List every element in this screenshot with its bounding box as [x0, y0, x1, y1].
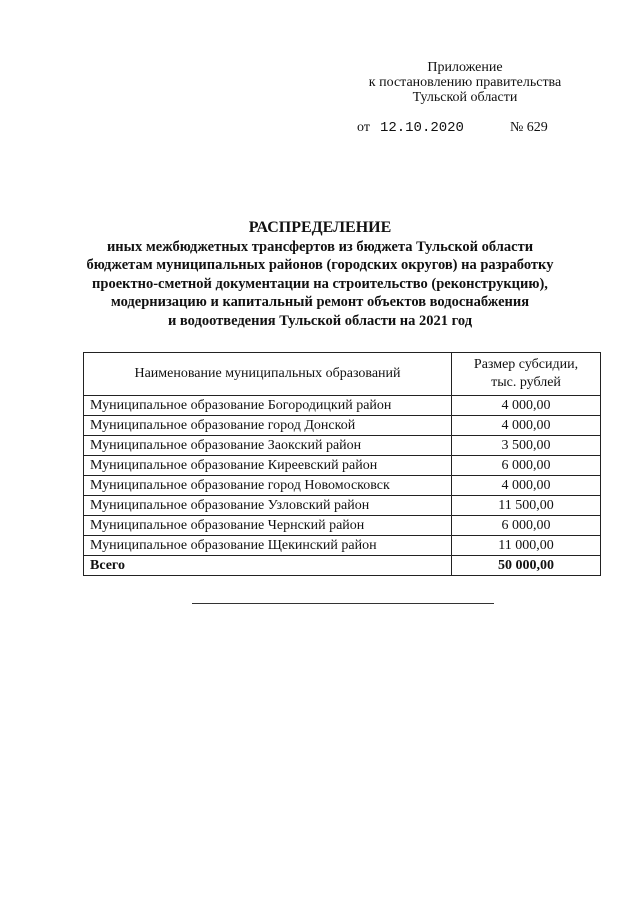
row-value: 6 000,00 [452, 456, 601, 476]
table-total-row [84, 556, 601, 576]
row-value: 4 000,00 [452, 476, 601, 496]
total-value: 50 000,00 [452, 556, 601, 576]
document-subtitle [60, 238, 580, 330]
subtitle-line: иных межбюджетных трансфертов из бюджета Тульской области [106, 239, 534, 255]
table-row [84, 456, 601, 476]
subtitle-line: модернизацию и капитальный ремонт объектов водоснабжения [110, 294, 530, 311]
attachment-region: Тульской области [412, 90, 518, 105]
table-row [84, 436, 601, 456]
table-row [84, 476, 601, 496]
table-header-row [84, 353, 601, 396]
closing-divider [192, 603, 494, 604]
row-name: Муниципальное образование Чернский район [84, 516, 452, 536]
row-value: 3 500,00 [452, 436, 601, 456]
table-row [84, 416, 601, 436]
order-from-label: от [357, 120, 370, 135]
row-name: Муниципальное образование Богородицкий район [84, 396, 452, 416]
header-value [452, 353, 601, 396]
header-value-line: Размер субсидии, [473, 357, 579, 372]
subtitle-line: проектно-сметной документации на строительство (реконструкцию), [92, 275, 548, 292]
document-title: РАСПРЕДЕЛЕНИЕ [248, 219, 392, 236]
row-value: 4 000,00 [452, 396, 601, 416]
attachment-resolution: к постановлению правительства [368, 75, 562, 90]
table-row [84, 536, 601, 556]
order-number: № 629 [509, 120, 548, 135]
header-name: Наименование муниципальных образований [84, 353, 452, 396]
row-value: 11 500,00 [452, 496, 601, 516]
subtitle-line: и водоотведения Тульской области на 2021 год [167, 312, 473, 329]
table-row [84, 516, 601, 536]
attachment-label: Приложение [427, 60, 503, 75]
header-value-unit: тыс. рублей [491, 375, 561, 390]
table-row [84, 496, 601, 516]
row-name: Муниципальное образование Киреевский район [84, 456, 452, 476]
row-value: 6 000,00 [452, 516, 601, 536]
table-row [84, 396, 601, 416]
row-name: Муниципальное образование Щекинский район [84, 536, 452, 556]
row-name: Муниципальное образование город Новомосковск [84, 476, 452, 496]
row-name: Муниципальное образование город Донской [84, 416, 452, 436]
row-value: 4 000,00 [452, 416, 601, 436]
total-label: Всего [84, 556, 452, 576]
order-date: 12.10.2020 [379, 120, 464, 136]
order-date-line [357, 120, 548, 136]
subtitle-line: бюджетам муниципальных районов (городских округов) на разработку [86, 257, 554, 274]
distribution-table [83, 352, 601, 576]
document-heading [60, 218, 580, 330]
attachment-block [340, 60, 590, 105]
row-name: Муниципальное образование Узловский район [84, 496, 452, 516]
row-name: Муниципальное образование Заокский район [84, 436, 452, 456]
row-value: 11 000,00 [452, 536, 601, 556]
